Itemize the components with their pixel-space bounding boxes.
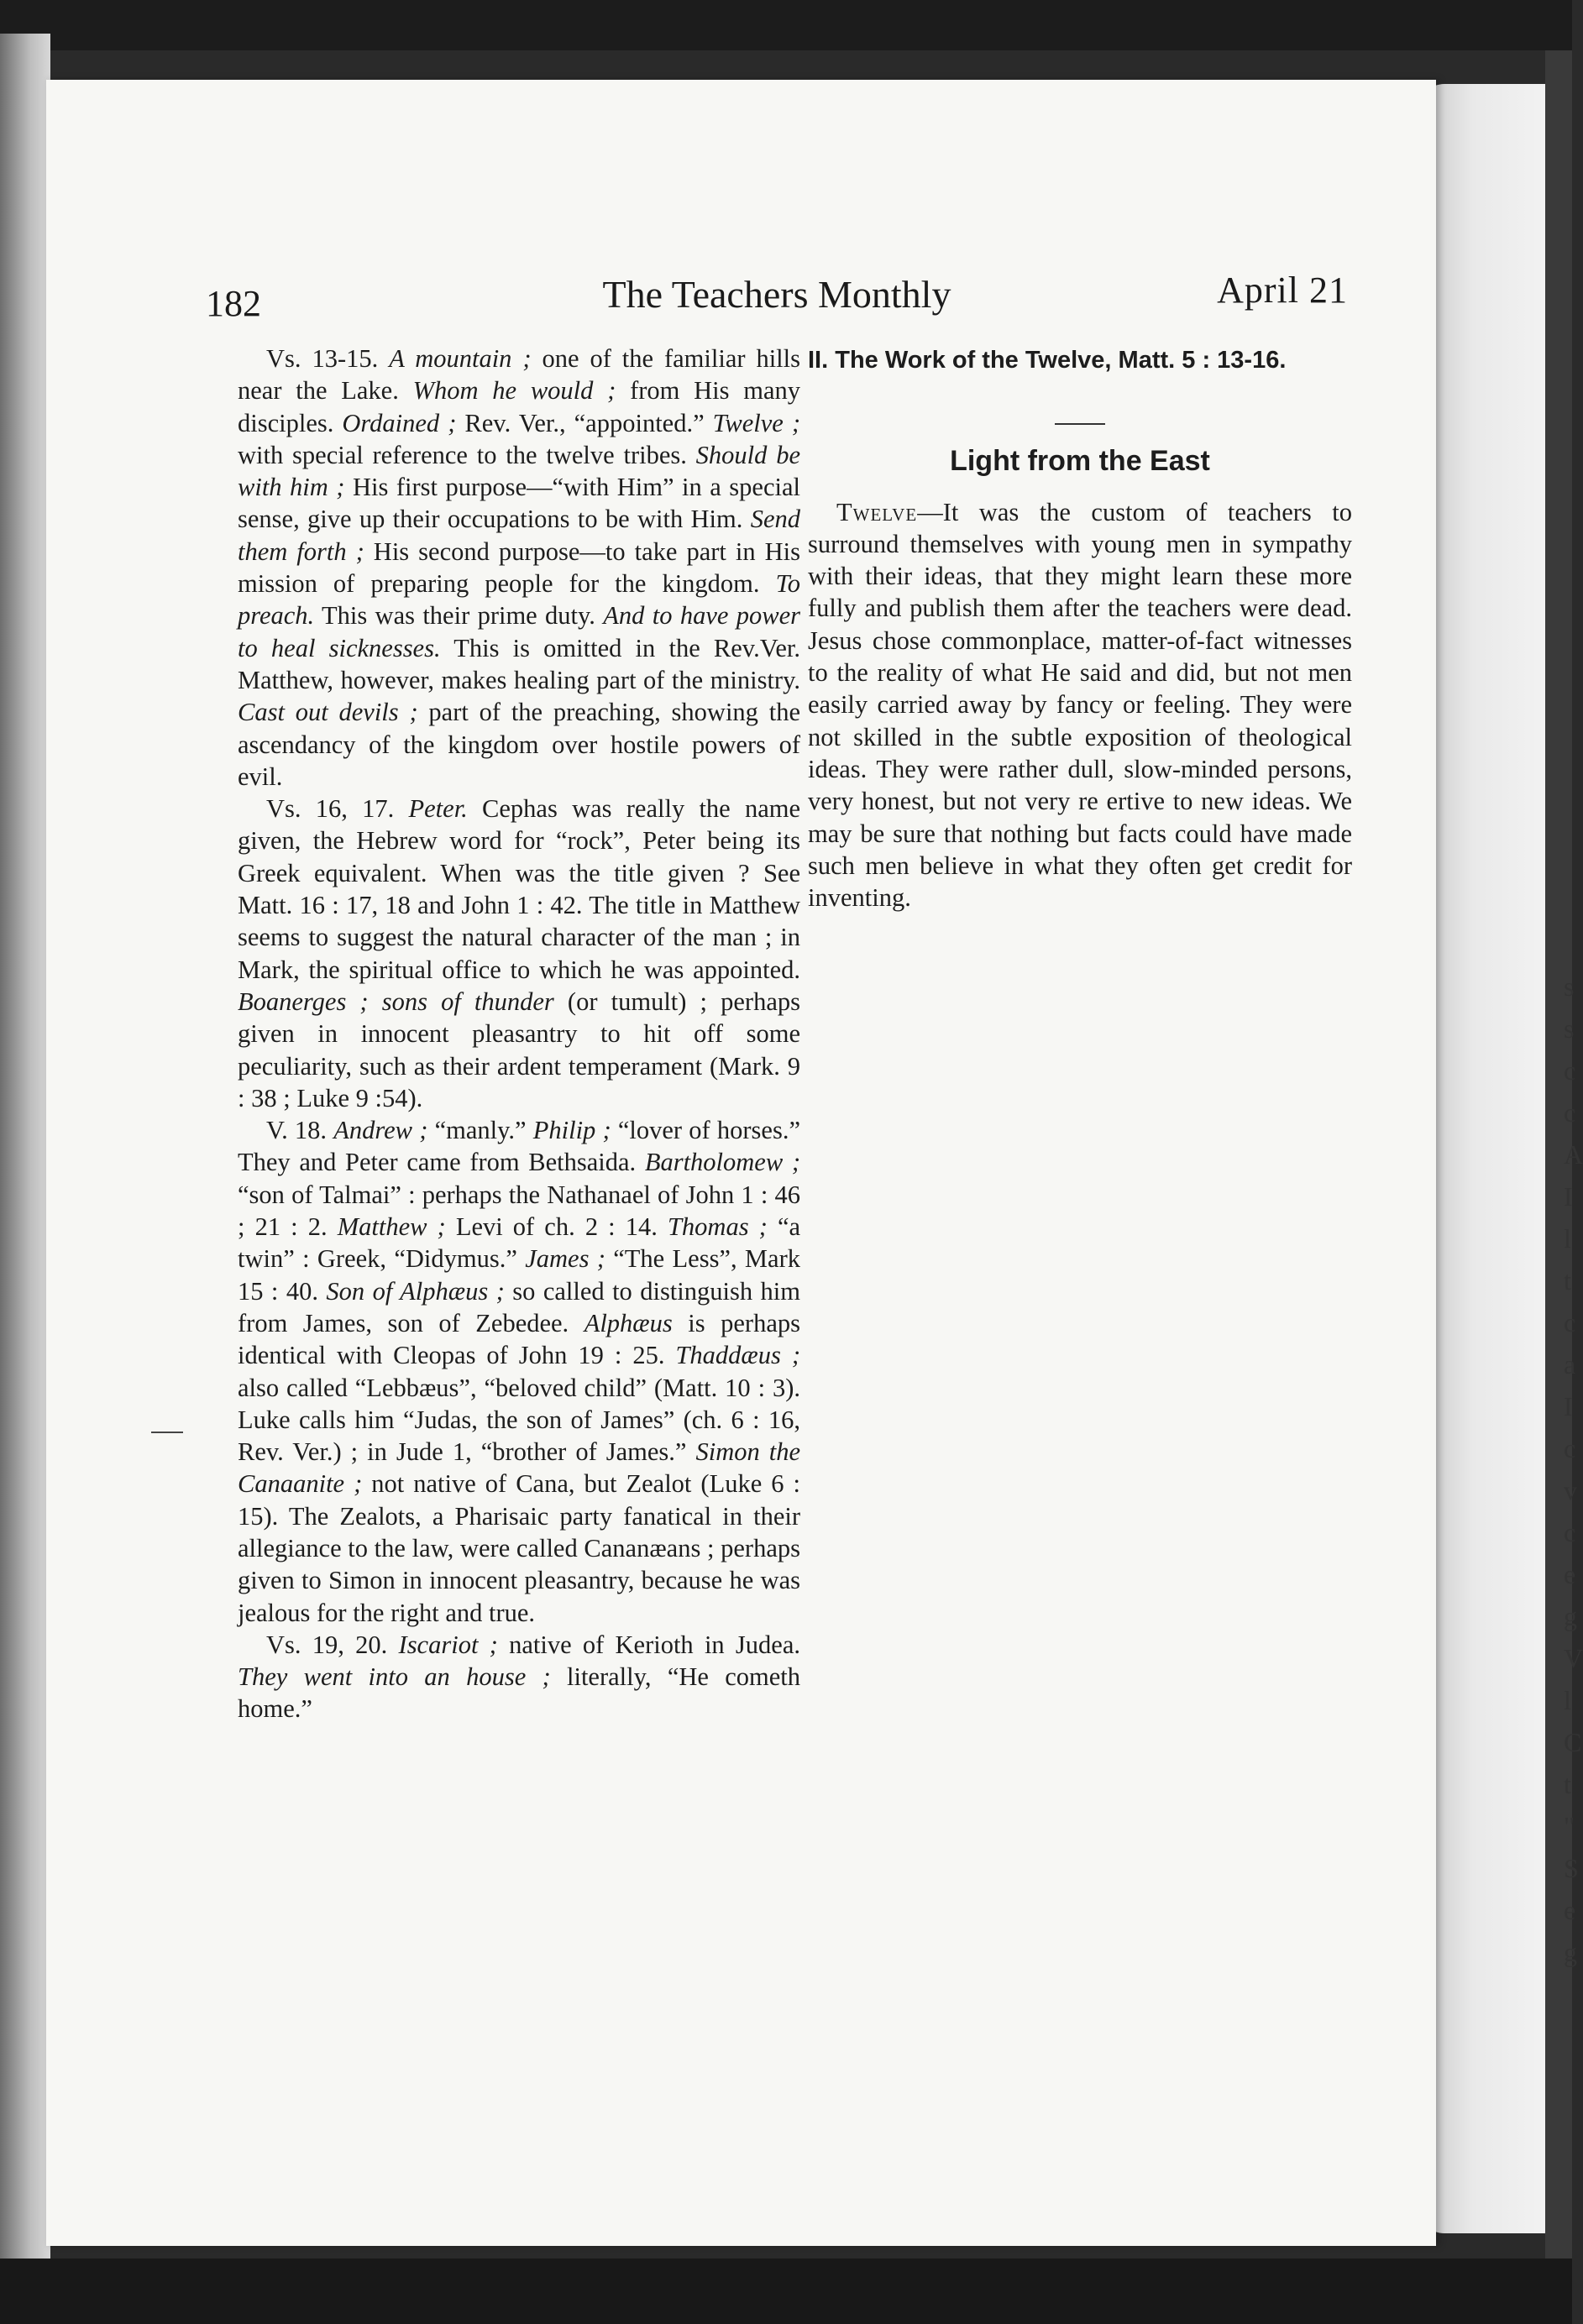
text-run: “a twin” : Greek, “Didymus.” <box>238 1212 801 1274</box>
text-run: Cephas was really the name given, the Hebrew word for “rock”, Peter being its Greek equivalent. When was the title given ? See Matt. 16 : 17, 18 and John 1 : 42. The title in Matthew seems to suggest the natural character of the man ; in Mark, the spiritual office to which he was appointed. <box>238 794 800 984</box>
light-from-east-title: Light from the East <box>950 445 1210 478</box>
lead-word: Twelve <box>836 497 918 526</box>
italic-term: Simon the Canaanite ; <box>238 1437 800 1499</box>
text-run: “lover of horses.” They and Peter came from Bethsaida. <box>238 1116 800 1177</box>
italic-term: Peter. <box>408 794 468 824</box>
italic-term: Thomas ; <box>667 1212 768 1242</box>
journal-title: The Teachers Monthly <box>602 273 951 316</box>
text-run: His second purpose—to take part in His mission of preparing people for the kingdom. <box>238 537 800 599</box>
text-run: Rev. Ver., “appointed.” <box>456 408 713 437</box>
italic-term: Cast out devils ; <box>238 698 418 727</box>
text-run: “The Less”, Mark 15 : 40. <box>238 1244 800 1306</box>
text-run: Vs. 13-15. <box>266 344 390 373</box>
italic-term: Twelve ; <box>712 408 800 437</box>
text-run: “son of Talmai” : perhaps the Nathanael of John 1 : 46 ; 21 : 2. <box>238 1180 800 1242</box>
east-body-text: —It was the custom of teachers to surround themselves with young men in sympathy with their ideas, that they might learn these more fully and publish them after the teachers were dead. Jesus chose commonplace, matter-of-fact witnesses to the reality of what He said and did, but not men easily carried away by fancy or feeling. They were not skilled in the subtle exposition of theological ideas. They were rather dull, slow-minded persons, very honest, but not very re ertive to new ideas. We may be sure that nothing but facts could have made such men believe in what they often get credit for inventing. <box>808 497 1352 913</box>
facing-page-cropped-text: s s c c A I l t c a I c v c e g V l C t " S e g <box>1564 971 1583 1967</box>
italic-term: Matthew ; <box>337 1212 446 1242</box>
italic-term: Bartholomew ; <box>644 1148 800 1177</box>
italic-term: Andrew ; <box>333 1116 428 1145</box>
italic-term: Son of Alphæus ; <box>326 1276 505 1306</box>
text-run: is perhaps identical with Cleopas of John 19 : 25. <box>238 1308 800 1370</box>
text-run: This was their prime duty. <box>314 601 604 631</box>
running-head <box>206 262 1348 329</box>
text-run: His first purpose—“with Him” in a special sense, give up their occupations to be with Him. <box>238 473 800 534</box>
light-from-east-body <box>808 496 1352 914</box>
section-heading: II. The Work of the Twelve, Matt. 5 : 13-16. <box>808 347 1287 374</box>
book-gutter-left <box>0 34 50 2324</box>
italic-term: Ordained ; <box>342 408 457 437</box>
italic-term: Send them forth ; <box>238 505 800 566</box>
paragraph <box>238 1629 800 1725</box>
text-run: (or tumult) ; perhaps given in innocent pleasantry to hit off some peculiarity, such as their ardent temperament (Mark. 9 : 38 ; Luke 9 :54). <box>238 987 800 1112</box>
italic-term: Philip ; <box>532 1116 611 1145</box>
text-run: from His many disciples. <box>238 376 800 437</box>
italic-term: A mountain ; <box>389 344 532 373</box>
page-number: 182 <box>206 283 261 324</box>
left-column <box>238 343 800 1725</box>
section-divider <box>1055 423 1105 425</box>
scan-top-border <box>0 0 1572 50</box>
text-run: part of the preaching, showing the ascendancy of the kingdom over hostile powers of evil. <box>238 698 800 791</box>
text-run: Levi of ch. 2 : 14. <box>445 1212 668 1242</box>
text-run: literally, “He cometh home.” <box>238 1662 800 1724</box>
italic-term: And to have power to heal sicknesses. <box>238 601 800 662</box>
scan-bottom-border <box>0 2259 1572 2324</box>
text-run: Vs. 16, 17. <box>266 794 409 824</box>
italic-term: James ; <box>525 1244 605 1274</box>
italic-term: They went into an house ; <box>238 1662 551 1692</box>
italic-term: Iscariot ; <box>398 1630 498 1659</box>
text-run: “manly.” <box>427 1116 533 1145</box>
text-run: with special reference to the twelve tribes. <box>238 440 696 469</box>
italic-term: Alphæus <box>584 1308 673 1337</box>
right-column <box>808 343 1352 913</box>
text-run: one of the familiar hills near the Lake. <box>238 344 800 406</box>
text-run: This is omitted in the Rev.Ver. Matthew, however, makes healing part of the ministry. <box>238 633 800 694</box>
text-run: not native of Cana, but Zealot (Luke 6 : 15). The Zealots, a Pharisaic party fanatical in their allegiance to the law, were called Cananæans ; perhaps given to Simon in innocent pleasantry, because he was jealous for the right and true. <box>238 1469 800 1627</box>
italic-term: To preach. <box>238 569 800 631</box>
italic-term: Boanerges ; sons of thunder <box>238 987 554 1016</box>
text-run: V. 18. <box>266 1116 334 1145</box>
text-run: native of Kerioth in Judea. <box>497 1630 800 1659</box>
paragraph <box>238 1114 800 1629</box>
issue-date: April 21 <box>1217 270 1348 311</box>
text-run: also called “Lebbæus”, “beloved child” (Matt. 10 : 3). Luke calls him “Judas, the son of James” (ch. 6 : 16, Rev. Ver.) ; in Jude 1, “brother of James.” <box>238 1373 800 1467</box>
italic-term: Should be with him ; <box>238 440 800 502</box>
italic-term: Thaddæus ; <box>675 1341 800 1370</box>
paragraph <box>238 343 800 793</box>
text-run: Vs. 19, 20. <box>266 1630 399 1659</box>
facing-page-edge <box>1419 84 1554 2233</box>
margin-mark <box>151 1432 183 1433</box>
italic-term: Whom he would ; <box>412 376 616 406</box>
text-run: so called to distinguish him from James, son of Zebedee. <box>238 1276 800 1337</box>
paragraph <box>238 793 800 1114</box>
